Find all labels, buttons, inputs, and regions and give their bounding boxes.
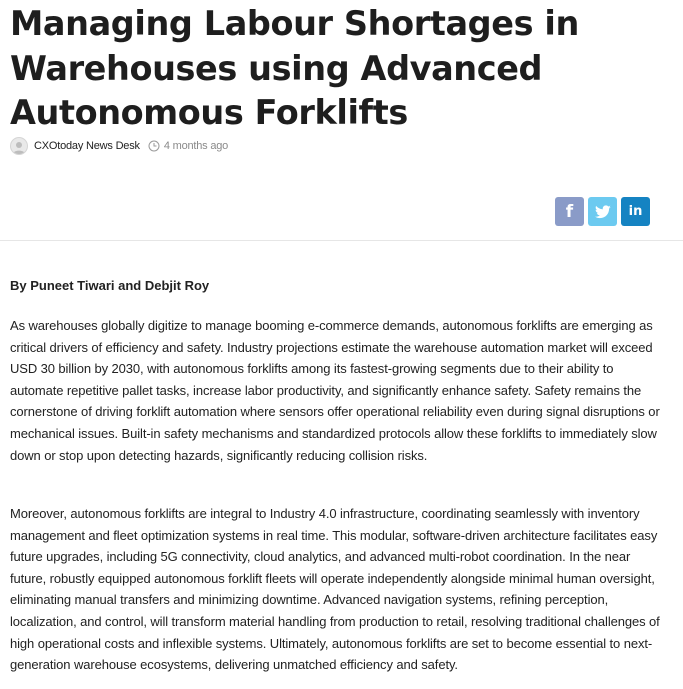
twitter-icon [595,205,611,219]
article-title: Managing Labour Shortages in Warehouses using Advanced Autonomous Forklifts [10,4,579,132]
author-name[interactable]: CXOtoday News Desk [34,140,140,152]
article-byline: By Puneet Tiwari and Debjit Roy [10,278,210,293]
share-linkedin-button[interactable] [621,197,650,226]
post-time: 4 months ago [163,140,229,152]
article-paragraph: As warehouses globally digitize to manage booming e-commerce demands, autonomous forklifts are emerging as critical drivers of efficiency and safety. Industry projections estimate the warehouse automation market will exceed USD 30 billion by 2030, with autonomous forklifts among its fastest-growing segments due to their ability to automate repetitive pallet tasks, increase labor productivity, and significantly enhance safety. Safety remains the cornerstone of driving forklift automation where sensors offer operational reliability even during signal disruptions or mechanical issues. Built-in safety mechanisms and standardized protocols allow these forklifts to immediately slow down or stop upon detecting hazards, significantly reducing collision risks. [10,318,660,463]
share-buttons [555,197,650,226]
author-avatar[interactable] [10,137,28,155]
share-twitter-button[interactable] [588,197,617,226]
header-divider [0,240,683,241]
linkedin-icon: in [628,204,643,219]
share-facebook-button[interactable] [555,197,584,226]
article-paragraph: Moreover, autonomous forklifts are integral to Industry 4.0 infrastructure, coordinating seamlessly with inventory management and fleet optimization systems in real time. This modular, software-driven architecture facilitates easy future upgrades, including 5G connectivity, cloud analytics, and advanced multi-robot coordination. In the near future, robustly equipped autonomous forklift fleets will operate independently alongside minimal human oversight, eliminating manual transfers and minimizing downtime. Advanced navigation systems, refining perception, localization, and control, will transform material handling from production to retail, resolving traditional challenges of high operational costs and inflexible systems. Ultimately, autonomous forklifts are set to become essential to next-generation warehouse ecosystems, delivering unmatched efficiency and safety. [10,506,660,673]
user-icon [12,140,26,154]
facebook-icon: f [565,201,574,222]
article-meta [10,136,228,156]
clock-icon [148,140,160,152]
